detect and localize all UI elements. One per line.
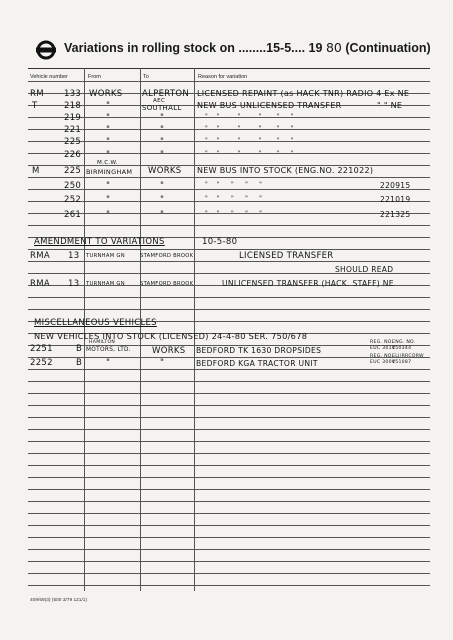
entry-ditto: " " " " " xyxy=(205,195,263,202)
entry-number: 225 xyxy=(64,137,82,147)
entry-number: 250 xyxy=(64,181,82,191)
entry-from: TURNHAM GN xyxy=(86,253,125,259)
entry-eng-label: ELI/RRCORW xyxy=(392,354,424,359)
entry-engine-number: 221019 xyxy=(380,195,411,204)
entry-engine-number: 220915 xyxy=(380,181,411,190)
entry-ditto: " " " " " xyxy=(205,181,263,188)
entry-reason: NEW BUS UNLICENSED TRANSFER xyxy=(197,101,342,110)
entry-number: 13 xyxy=(68,279,80,289)
entry-ditto: " " " " " " xyxy=(205,113,294,120)
entry-number: 225 xyxy=(64,166,82,176)
grid-line xyxy=(28,189,430,190)
entry-from: " xyxy=(106,113,111,123)
year-prefix: 19 xyxy=(308,41,323,55)
entry-reg-number: EUC 301V xyxy=(370,346,396,351)
entry-to: " xyxy=(160,150,165,160)
entry-from: " xyxy=(106,210,111,220)
entry-reason: BEDFORD TK 1630 DROPSIDES xyxy=(196,346,322,355)
entry-number: 219 xyxy=(64,113,82,123)
entry-eng-label: ENG. NO. xyxy=(392,340,416,345)
entry-to: " xyxy=(160,125,165,135)
entry-number: 13 xyxy=(68,251,80,261)
grid-line xyxy=(28,525,430,526)
entry-from-note: HAMILTON xyxy=(89,340,116,345)
entry-number: 252 xyxy=(64,195,82,205)
entry-reason: NEW BUS INTO STOCK (ENG.NO. 221022) xyxy=(197,166,374,175)
grid-line xyxy=(28,537,430,538)
grid-line xyxy=(28,501,430,502)
grid-line xyxy=(28,369,430,370)
entry-to: " xyxy=(160,113,165,123)
entry-number: 261 xyxy=(64,210,82,220)
entry-eng-number: 450344 xyxy=(392,346,412,351)
grid-line xyxy=(28,441,430,442)
grid-line xyxy=(28,477,430,478)
entry-engine-number: 221325 xyxy=(380,210,411,219)
entry-class: M xyxy=(32,166,40,176)
entry-reason-tail: " " NE xyxy=(377,101,403,110)
grid-line xyxy=(28,405,430,406)
entry-reg-label: REG. NO. xyxy=(370,354,394,359)
entry-from: " xyxy=(106,358,111,368)
entry-to: SOUTHALL xyxy=(142,104,182,112)
title-text: Variations in rolling stock on xyxy=(64,41,235,55)
grid-line xyxy=(28,309,430,310)
entry-to: WORKS xyxy=(148,166,182,176)
entry-to: " xyxy=(160,358,165,368)
entry-from: " xyxy=(106,125,111,135)
entry-to: " xyxy=(160,137,165,147)
grid-line xyxy=(28,513,430,514)
entry-from: TURNHAM GN xyxy=(86,281,125,287)
entry-from: " xyxy=(106,195,111,205)
entry-to: ALPERTON xyxy=(142,89,189,99)
col-from: From xyxy=(88,74,101,80)
grid-line xyxy=(28,549,430,550)
london-transport-roundel-icon xyxy=(36,40,56,60)
grid-line xyxy=(28,561,430,562)
entry-to-note: AEC xyxy=(153,98,166,104)
entry-ditto: " " " " " " xyxy=(205,125,294,132)
grid-line xyxy=(28,465,430,466)
misc-heading: MISCELLANEOUS VEHICLES xyxy=(34,318,157,328)
entry-to: " xyxy=(160,181,165,191)
entry-from: " xyxy=(106,101,111,111)
entry-from: MOTORS, LTD. xyxy=(86,347,131,353)
entry-number: 218 xyxy=(64,101,82,111)
entry-ditto: " " " " " " xyxy=(205,137,294,144)
amendment-heading: AMENDMENT TO VARIATIONS xyxy=(34,237,165,247)
entry-number: 221 xyxy=(64,125,82,135)
grid-line xyxy=(28,453,430,454)
grid-line xyxy=(28,381,430,382)
entry-number: 133 xyxy=(64,89,82,99)
entry-class: RMA xyxy=(30,279,50,289)
entry-to: STAMFORD BROOK xyxy=(140,281,194,287)
grid-line xyxy=(28,393,430,394)
form-header xyxy=(28,34,438,62)
entry-ditto: " " " " " " xyxy=(205,150,294,157)
entry-from: WORKS xyxy=(89,89,123,99)
entry-eng-number: 451087 xyxy=(392,360,412,365)
col-to: To xyxy=(143,74,149,80)
entry-number: 2252 xyxy=(30,358,53,368)
entry-class: B xyxy=(76,358,83,368)
entry-reason: LICENSED REPAINT (as HACK TNR) RADIO 4 Ex NE xyxy=(197,89,410,98)
grid-line xyxy=(28,177,430,178)
entry-from: BIRMINGHAM xyxy=(86,168,133,176)
form-footer-code: 409/69(3) (500 3/79 121/1) xyxy=(30,598,88,603)
entry-class: T xyxy=(32,101,38,111)
entry-to: WORKS xyxy=(152,346,186,356)
entry-ditto: " " " " " xyxy=(205,210,263,217)
entry-reason: UNLICENSED TRANSFER (HACK. STAFF) NE xyxy=(222,279,394,288)
entry-to: " xyxy=(160,195,165,205)
entry-from: " xyxy=(106,137,111,147)
entry-number: 226 xyxy=(64,150,82,160)
entry-from-note: M.C.W. xyxy=(97,160,118,166)
entry-reg-label: REG. NO. xyxy=(370,340,394,345)
continuation-label: (Continuation) xyxy=(345,41,431,55)
col-vehicle-number: Vehicle number xyxy=(30,74,68,80)
grid-line xyxy=(28,81,430,82)
grid-line xyxy=(28,297,430,298)
grid-line xyxy=(28,585,430,586)
grid-line xyxy=(28,573,430,574)
col-reason: Reason for variation xyxy=(198,74,248,80)
date-field: ........15-5.... xyxy=(238,41,306,55)
entry-class: B xyxy=(76,344,83,354)
amendment-date: 10-5-80 xyxy=(202,237,238,247)
entry-reg-number: EUC 300V xyxy=(370,360,396,365)
entry-reason: LICENSED TRANSFER xyxy=(239,251,334,261)
entry-class: RM xyxy=(30,89,44,99)
grid-line xyxy=(28,417,430,418)
header-rule xyxy=(28,68,430,69)
grid-line xyxy=(28,429,430,430)
grid-line xyxy=(28,225,430,226)
entry-to: STAMFORD BROOK xyxy=(140,253,194,259)
grid-line xyxy=(28,249,430,250)
grid-line xyxy=(28,261,430,262)
entry-class: RMA xyxy=(30,251,50,261)
grid-line xyxy=(28,489,430,490)
form-title xyxy=(64,40,431,55)
year-field: 80 xyxy=(325,40,342,55)
entry-from: " xyxy=(106,181,111,191)
new-vehicles-heading: NEW VEHICLES INTO STOCK (LICENSED) 24-4-80 SER. 750/678 xyxy=(34,331,308,341)
entry-to: " xyxy=(160,210,165,220)
should-read-label: SHOULD READ xyxy=(335,265,394,274)
entry-from: " xyxy=(106,150,111,160)
entry-reason: BEDFORD KGA TRACTOR UNIT xyxy=(196,359,318,368)
entry-number: 2251 xyxy=(30,344,53,354)
